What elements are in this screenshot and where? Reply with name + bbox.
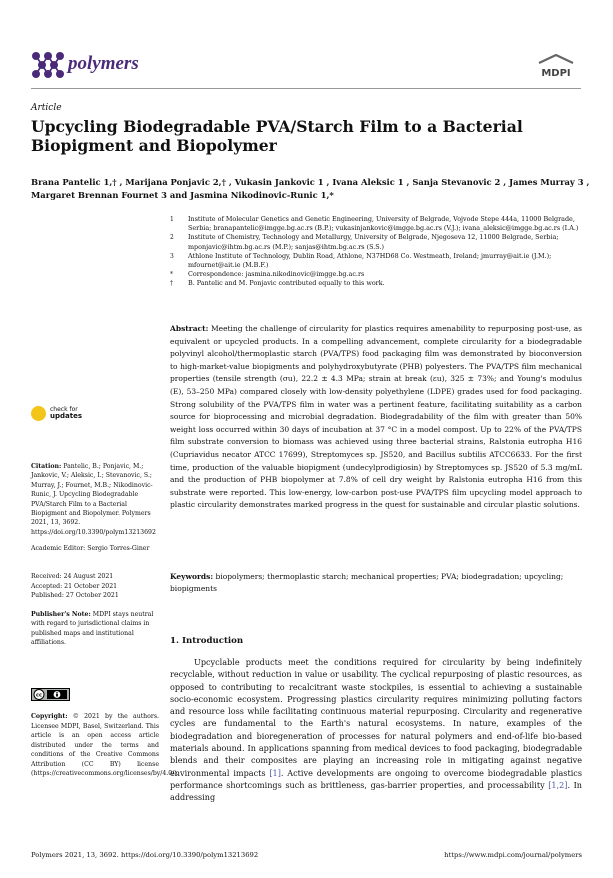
affiliation-item bbox=[170, 215, 590, 233]
affiliation-mark: † bbox=[170, 280, 173, 288]
published-date: Published: 27 October 2021 bbox=[31, 592, 119, 600]
author-list bbox=[31, 176, 591, 202]
citation-text: Pantelic, B.; Ponjavic, M.; Jankovic, V.; Aleksic, I.; Stevanovic, S.; Murray, J.; Fournet, M.B.; Nikodinovic-Runic, J. Upcycling Biodegradable PVA/Starch Film to a Bacterial Biopigment and Biopolymer. Polymers 2021, 13, 3692. https://doi.org/10.3390/polym13213692 bbox=[31, 463, 156, 536]
copyright-text: © 2021 by the authors. Licensee MDPI, Basel, Switzerland. This article is an open access article distributed under the terms and conditions of the Creative Commons Attribution (CC BY) license (https://creativecommons.org/licenses/by/4.0/). bbox=[31, 713, 179, 777]
footer-citation: Polymers 2021, 13, 3692. https://doi.org/10.3390/polym13213692 bbox=[31, 851, 259, 859]
mdpi-wordmark: MDPI bbox=[541, 68, 571, 79]
publisher-note-label: Publisher's Note: bbox=[31, 611, 91, 618]
publisher-note bbox=[31, 610, 159, 648]
affiliations bbox=[170, 215, 590, 289]
affiliation-item bbox=[170, 279, 590, 288]
check-updates-line1: check for bbox=[50, 406, 78, 413]
affiliation-item bbox=[170, 252, 590, 270]
abstract bbox=[170, 323, 582, 512]
citation-label: Citation: bbox=[31, 463, 62, 470]
cc-badge-text: cc bbox=[36, 692, 42, 699]
publication-dates bbox=[31, 572, 159, 601]
received-date: Received: 24 August 2021 bbox=[31, 573, 114, 580]
copyright-label: Copyright: bbox=[31, 713, 68, 720]
affiliation-mark: * bbox=[170, 271, 173, 279]
authors-text: Brana Pantelic 1,† , Marijana Ponjavic 2,† , Vukasin Jankovic 1 , Ivana Aleksic 1 , Sanja Stevanovic 2 , James Murray 3 , Margaret Brennan Fournet 3 and Jasmina Nikodinovic-Runic 1,* bbox=[31, 177, 590, 200]
section-heading-introduction: 1. Introduction bbox=[170, 636, 244, 646]
affiliation-text: Institute of Molecular Genetics and Genetic Engineering, University of Belgrade, Vojvode Stepe 444a, 11000 Belgrade, Serbia; branapantelic@imgge.bg.ac.rs (B.P.); vukasinjankovic@imgge.bg.ac.rs (V.J.); ivana_aleksic@imgge.bg.ac.rs (I.A.) bbox=[188, 215, 579, 233]
citation-link[interactable]: [1] bbox=[269, 767, 281, 778]
affiliation-item bbox=[170, 270, 590, 279]
intro-text: . Active developments are ongoing to overcome biodegradable plastics performance shortcomings such as brittleness, gas-barrier properties, and processability bbox=[170, 767, 582, 790]
abstract-text: Meeting the challenge of circularity for plastics requires amenability to repurposing post-use, as equivalent or upcycled products. In a compelling advancement, complete circularity for a biodegradable polyvinyl alcohol/thermoplastic starch (PVA/TPS) food packaging film was demonstrated by bioconversion to high-market-value biopigments and polyhydroxybutyrate (PHB) polyesters. The PVA/TPS film mechanical properties (tensile strength (σu), 22.2 ± 4.3 MPa; strain at break (εu), 325 ± 73%; and Young's modulus (E), 53–250 MPa) compared closely with low-density polyethylene (LDPE) grades used for food packaging. Strong solubility of the PVA/TPS film in water was a pertinent feature, facilitating suitability as a carbon source for bioprocessing and microbial degradation. Biodegradability of the film with greater than 50% weight loss occurred within 30 days of incubation at 37 °C in a model compost. Up to 22% of the PVA/TPS film substrate conversion to biomass was achieved using three bacterial strains, Ralstonia eutropha H16 (Cupriavidus necator ATCC 17699), Streptomyces sp. JS520, and Bacillus subtilis ATCC6633. For the first time, production of the valuable biopigment (undecylprodigiosin) by Streptomyces sp. JS520 of 5.3 mg/mL and the production of PHB biopolymer at 7.8% of cell dry weight by Ralstonia eutropha H16 from this substrate were reported. This low-energy, low-carbon post-use PVA/TPS film upcycling model approach to plastic circularity demonstrates marked progress in the quest for sustainable and circular plastic solutions. bbox=[170, 324, 582, 510]
keywords-label: Keywords: bbox=[170, 572, 214, 581]
affiliation-text: Institute of Chemistry, Technology and Metallurgy, University of Belgrade, Njegoseva 12, 11000 Belgrade, Serbia; mponjavic@ihtm.bg.ac.rs (M.P.); sanjas@ihtm.bg.ac.rs (S.S.) bbox=[188, 233, 559, 251]
intro-text: Upcyclable products meet the conditions required for circularity by being indefinitely recyclable, without reduction in value or usability. The cyclical repurposing of plastic resources, as opposed to contributing to recalcitrant waste stockpiles, is essential to achieving a sustainable socio-economic ecosystem. Progressing plastics circularity requires minimizing polluting factors and resource loss while facilitating continuous material repurposing. Circularity and regenerative cycles are fundamental to the Earth's natural ecosystems. In nature, examples of the biodegradation and bioregeneration of processes for natural polymers and end-of-life bio-based materials abound. In applications spanning from medical devices to food packaging, biodegradable blends and their composites are playing an increasing role in mitigating against negative environmental impacts bbox=[170, 657, 582, 778]
check-updates-label bbox=[50, 406, 82, 420]
affiliation-item bbox=[170, 233, 590, 251]
check-updates-line2: updates bbox=[50, 412, 82, 420]
introduction-paragraph bbox=[170, 656, 582, 804]
check-updates-icon bbox=[31, 406, 46, 421]
mdpi-logo-icon bbox=[535, 54, 577, 80]
correspondence-text: Correspondence: jasmina.nikodinovic@imgge.bg.ac.rs bbox=[188, 270, 365, 279]
check-for-updates-button[interactable] bbox=[31, 404, 101, 426]
header-divider bbox=[31, 88, 581, 89]
intro-text: . In addressing bbox=[170, 779, 582, 803]
keywords bbox=[170, 571, 582, 595]
affiliation-text: Athlone Institute of Technology, Dublin Road, Athlone, N37HD68 Co. Westmeath, Ireland; jmurray@ait.ie (J.M.); mfournet@ait.ie (M.B.F.) bbox=[188, 251, 552, 270]
article-type: Article bbox=[31, 103, 62, 113]
affiliation-mark: 3 bbox=[170, 252, 174, 260]
accepted-date: Accepted: 21 October 2021 bbox=[31, 582, 118, 590]
polymers-logo-icon bbox=[31, 50, 65, 80]
cc-by-license-icon[interactable] bbox=[31, 688, 70, 701]
affiliation-mark: 1 bbox=[170, 216, 174, 223]
academic-editor: Academic Editor: Sergio Torres-Giner bbox=[31, 545, 150, 552]
affiliation-mark: 2 bbox=[170, 234, 174, 242]
journal-name: polymers bbox=[68, 53, 139, 74]
equal-contribution-note: B. Pantelic and M. Ponjavic contributed equally to this work. bbox=[188, 279, 385, 288]
publisher-note-text: MDPI stays neutral with regard to jurisdictional claims in published maps and institutional affiliations. bbox=[31, 611, 154, 647]
citation-link[interactable]: [1,2] bbox=[548, 779, 568, 790]
keywords-text: biopolymers; thermoplastic starch; mechanical properties; PVA; biodegradation; upcycling; biopigments bbox=[170, 572, 564, 593]
copyright-block bbox=[31, 712, 179, 779]
abstract-label: Abstract: bbox=[170, 324, 209, 333]
citation-block bbox=[31, 462, 159, 537]
page-title: Upcycling Biodegradable PVA/Starch Film to a Bacterial Biopigment and Biopolymer bbox=[31, 117, 523, 155]
footer-journal-url[interactable]: https://www.mdpi.com/journal/polymers bbox=[444, 851, 582, 859]
